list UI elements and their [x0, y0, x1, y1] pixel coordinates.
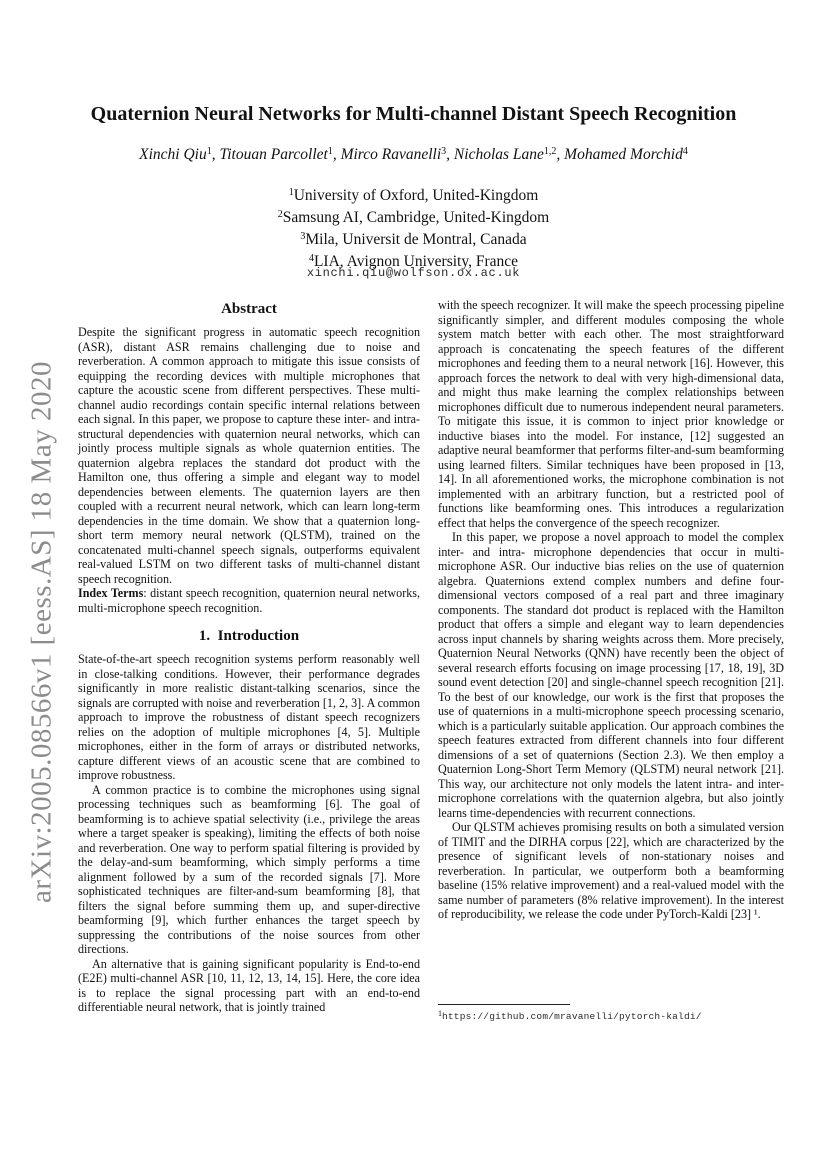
paper-title: Quaternion Neural Networks for Multi-channel Distant Speech Recognition — [90, 103, 737, 125]
affiliation-text: University of Oxford, United-Kingdom — [293, 187, 539, 204]
section-heading-introduction: 1. Introduction — [198, 628, 300, 644]
affiliation-text: Mila, Universit de Montral, Canada — [305, 231, 527, 248]
abstract-heading: Abstract — [221, 301, 277, 317]
footnote-url-link[interactable]: https://github.com/mravanelli/pytorch-kaldi/ — [442, 1011, 702, 1022]
intro-paragraph: An alternative that is gaining significant popularity is End-to-end (E2E) multi-channel ASR [10, 11, 12, 13, 14, 15]. Here, the core idea is to replace the signal processing part with an end-to-end differentiable neural network, that is jointly trained — [78, 956, 420, 1014]
author-name: Mohamed Morchid — [564, 146, 683, 163]
affiliation-text: Samsung AI, Cambridge, United-Kingdom — [282, 209, 550, 226]
contact-email[interactable]: xinchi.qiu@wolfson.ox.ac.uk — [306, 266, 521, 280]
author-separator: , — [446, 146, 454, 163]
footnote-divider — [438, 1004, 570, 1005]
author-affil-sup: 1,2 — [543, 146, 557, 157]
author-name: Xinchi Qiu — [139, 146, 207, 163]
footnote-text — [438, 1009, 784, 1022]
affiliation-block — [40, 183, 787, 271]
arxiv-watermark: arXiv:2005.08566v1 [eess.AS] 18 May 2020 — [25, 361, 58, 903]
author-list — [40, 146, 787, 164]
intro-paragraph: with the speech recognizer. It will make the speech processing pipeline significantly simpler, and different modules composing the whole system match better with each other. The most straightforward approach is concatenating the speech features of the different microphones and feeding them to a neural network [16]. However, this approach forces the network to deal with very high-dimensional data, and might thus make learning the complex relationships between microphones difficult due to numerous independent neural parameters. To mitigate this issue, it is common to inject prior knowledge or inductive biases into the model. For instance, [12] suggested an adaptive neural beamformer that performs filter-and-sum beamforming using learned filters. Similar techniques have been proposed in [13, 14]. In all aforementioned works, the microphone combination is not implemented with an arbitrary function, but a restricted pool of functions like beamforming ones. This introduces a regularization effect that helps the convergence of the speech recognizer. — [438, 298, 784, 530]
author-separator: , — [332, 146, 341, 163]
author-affil-sup: 1 — [327, 146, 333, 157]
footnote — [438, 1004, 784, 1022]
abstract-body: Despite the significant progress in automatic speech recognition (ASR), distant ASR remains challenging due to noise and reverberation. A common approach to mitigate this issue consists of equipping the recording devices with multiple microphones that capture the acoustic scene from different perspectives. These multi-channel audio recordings contain specific internal relations between each signal. In this paper, we propose to capture these inter- and intra- structural dependencies with quaternion neural networks, which can jointly process multiple signals as whole quaternion entities. The quaternion algebra replaces the standard dot product with the Hamilton one, thus offering a simple and elegant way to model dependencies between elements. The quaternion layers are then coupled with a recurrent neural network, which can learn long-term dependencies in the time domain. We show that a quaternion long-short term memory neural network (QLSTM), trained on the concatenated multi-channel speech signals, outperforms equivalent real-valued LSTM on two different tasks of multi-channel distant speech recognition. — [78, 325, 420, 586]
intro-paragraph: In this paper, we propose a novel approach to model the complex inter- and intra- microphone dependencies that occur in multi-microphone ASR. Our inductive bias relies on the use of quaternion algebra. Quaternions extend complex numbers and define four-dimensional vectors composed of a real part and three imaginary components. The standard dot product is replaced with the Hamilton product that offers a simple and elegant way to learn dependencies across input channels by sharing weights across them. More precisely, Quaternion Neural Networks (QNN) have recently been the object of several research efforts focusing on image processing [17, 18, 19], 3D sound event detection [20] and single-channel speech recognition [21]. To the best of our knowledge, our work is the first that proposes the use of quaternions in a multi-microphone speech processing scenario, which is a particularly suitable application. Our approach combines the speech features extracted from different channels into four different dimensions of a set of quaternions (Section 2.3). We then employ a Quaternion Long-Short Term Memory (QLSTM) neural network [21]. This way, our architecture not only models the latent intra- and inter- microphone correlations with the quaternion algebra, but also jointly learns time-dependencies with recurrent connections. — [438, 530, 784, 820]
affiliation-sup: 2 — [277, 209, 283, 220]
left-column — [78, 298, 420, 1015]
affiliation-line — [40, 205, 787, 227]
index-terms-text: : distant speech recognition, quaternion neural networks, multi-microphone speech recognition. — [78, 586, 420, 615]
intro-paragraph: A common practice is to combine the microphones using signal processing techniques such as beamforming [6]. The goal of beamforming is to achieve spatial selectivity (i.e., privilege the areas where a target speaker is speaking), limiting the effects of both noise and reverberation. One way to perform spatial filtering is provided by the delay-and-sum beamforming, which simply performs a time alignment followed by a sum of the recorded signals [7]. More sophisticated techniques are filter-and-sum beamforming [8], that filters the signal before summing them up, and super-directive beamforming [9], which further enhances the target speech by suppressing the contributions of the noise sources from other directions. — [78, 782, 420, 956]
index-terms — [78, 586, 420, 615]
author-name: Mirco Ravanelli — [340, 146, 442, 163]
author-name: Titouan Parcollet — [219, 146, 328, 163]
index-terms-label: Index Terms — [78, 586, 144, 600]
author-separator: , — [556, 146, 565, 163]
affiliation-sup: 4 — [308, 253, 314, 264]
affiliation-line — [40, 183, 787, 205]
author-name: Nicholas Lane — [453, 146, 544, 163]
intro-paragraph: Our QLSTM achieves promising results on both a simulated version of TIMIT and the DIRHA corpus [22], which are characterized by the presence of significant levels of non-stationary noises and reverberation. In particular, we outperform both a beamforming baseline (15% relative improvement) and a real-valued model with the same number of parameters (8% relative improvement). In the interest of reproducibility, we release the code under PyTorch-Kaldi [23] ¹. — [438, 820, 784, 921]
author-affil-sup: 1 — [206, 146, 212, 157]
affiliation-sup: 1 — [288, 187, 294, 198]
author-separator: , — [211, 146, 220, 163]
footnote-marker: 1 — [438, 1009, 442, 1018]
author-affil-sup: 4 — [682, 146, 688, 157]
right-column — [438, 298, 784, 922]
author-affil-sup: 3 — [441, 146, 447, 157]
affiliation-text: LIA, Avignon University, France — [313, 253, 519, 270]
intro-paragraph: State-of-the-art speech recognition systems perform reasonably well in close-talking conditions. However, their performance degrades significantly in more realistic distant-talking scenarios, since the signals are corrupted with noise and reverberation [1, 2, 3]. A common approach to improve the robustness of distant speech recognizers relies on the adoption of multiple microphones [4, 5]. Multiple microphones, either in the form of arrays or distributed networks, capture different views of an acoustic scene that are combined to improve robustness. — [78, 652, 420, 782]
affiliation-line — [40, 227, 787, 249]
affiliation-sup: 3 — [300, 231, 306, 242]
